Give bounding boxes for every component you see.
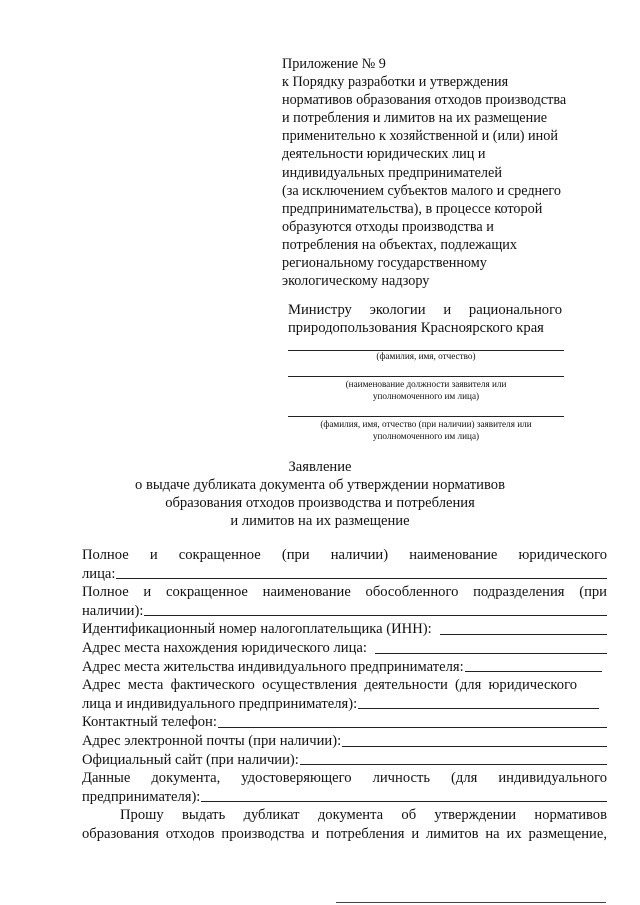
request-line: Прошу выдать дубликат документа об утверждении нормативов — [120, 807, 607, 823]
addressee-block — [288, 301, 562, 337]
appendix-line: экологическому надзору — [282, 273, 430, 290]
title-line: образования отходов производства и потребления — [165, 495, 475, 511]
appendix-line: нормативов образования отходов производства — [282, 92, 567, 109]
field-label: Официальный сайт (при наличии): — [82, 751, 299, 768]
field-label: Контактный телефон: — [82, 714, 217, 731]
application-form — [82, 546, 607, 806]
signature-field-name[interactable] — [288, 350, 564, 363]
input-line[interactable] — [218, 727, 607, 728]
signature-line[interactable] — [288, 376, 564, 377]
title-line: Заявление — [288, 459, 352, 475]
field-label: Полное и сокращенное (при наличии) наименование юридического — [82, 547, 607, 563]
signature-field-position[interactable] — [288, 376, 564, 402]
field-caption: уполномоченного им лица) — [372, 390, 480, 401]
field-label: лица и индивидуального предпринимателя): — [82, 695, 358, 712]
appendix-line: деятельности юридических лиц и — [282, 146, 486, 163]
field-label: лица: — [82, 565, 116, 582]
input-line[interactable] — [358, 708, 599, 709]
field-caption: (фамилия, имя, отчество (при наличии) заявителя или — [320, 419, 532, 429]
field-label: Данные документа, удостоверяющего личность (для индивидуального — [82, 770, 607, 787]
field-label: Идентификационный номер налогоплательщика (ИНН): — [82, 621, 432, 638]
appendix-line: потребления на объектах, подлежащих — [282, 236, 517, 253]
appendix-line: региональному государственному — [282, 255, 487, 272]
title-line: и лимитов на их размещение — [230, 513, 410, 529]
appendix-line: индивидуальных предпринимателей — [282, 164, 502, 181]
input-line[interactable] — [465, 671, 602, 672]
field-label: наличии): — [82, 602, 144, 619]
signature-line[interactable] — [288, 416, 564, 417]
appendix-line: Приложение № 9 — [282, 56, 386, 72]
appendix-block — [282, 55, 622, 290]
addressee-line: Министру экологии и рационального — [288, 302, 562, 318]
inn-field[interactable] — [82, 620, 607, 639]
appendix-line: к Порядку разработки и утверждения — [282, 74, 509, 91]
field-caption: (наименование должности заявителя или — [345, 379, 507, 389]
input-line[interactable] — [300, 764, 607, 765]
input-line[interactable] — [116, 578, 607, 579]
field-caption: уполномоченного им лица) — [372, 430, 480, 441]
field-label: предпринимателя): — [82, 788, 201, 805]
title-line: о выдаче дубликата документа об утверждении нормативов — [135, 477, 505, 493]
appendix-line: образуются отходы производства и — [282, 218, 494, 235]
field-label: Адрес места нахождения юридического лица: — [82, 639, 367, 656]
residence-address-field[interactable] — [82, 658, 607, 677]
field-label: Полное и сокращенное наименование обособленного подразделения (при — [82, 584, 607, 601]
input-line[interactable] — [201, 801, 607, 802]
id-document-field[interactable] — [82, 788, 607, 807]
field-label: Адрес места фактического осуществления деятельности (для юридического — [82, 677, 577, 694]
signature-field-applicant[interactable] — [288, 416, 564, 442]
email-field[interactable] — [82, 732, 607, 751]
field-label: Адрес места жительства индивидуального предпринимателя: — [82, 658, 464, 675]
appendix-line: предпринимательства), в процессе которой — [282, 200, 543, 217]
input-line[interactable] — [440, 634, 607, 635]
input-line[interactable] — [375, 653, 607, 654]
phone-field[interactable] — [82, 713, 607, 732]
legal-name-field[interactable] — [82, 565, 607, 584]
input-line[interactable] — [342, 746, 607, 747]
legal-address-field[interactable] — [82, 639, 607, 658]
request-line: образования отходов производства и потребления и лимитов на их размещение, — [82, 825, 607, 842]
addressee-line: природопользования Красноярского края — [288, 320, 544, 336]
field-label: Адрес электронной почты (при наличии): — [82, 732, 342, 749]
appendix-line: и потребления и лимитов на их размещение — [282, 110, 548, 127]
appendix-line: применительно к хозяйственной и (или) иной — [282, 128, 558, 145]
field-caption: (фамилия, имя, отчество) — [376, 351, 476, 361]
input-line[interactable] — [144, 615, 607, 616]
activity-address-field[interactable] — [82, 695, 607, 714]
footer-rule — [336, 902, 606, 903]
document-title — [0, 458, 640, 530]
appendix-line: (за исключением субъектов малого и среднего — [282, 182, 561, 199]
request-paragraph — [82, 806, 607, 843]
website-field[interactable] — [82, 751, 607, 770]
branch-name-field[interactable] — [82, 602, 607, 621]
